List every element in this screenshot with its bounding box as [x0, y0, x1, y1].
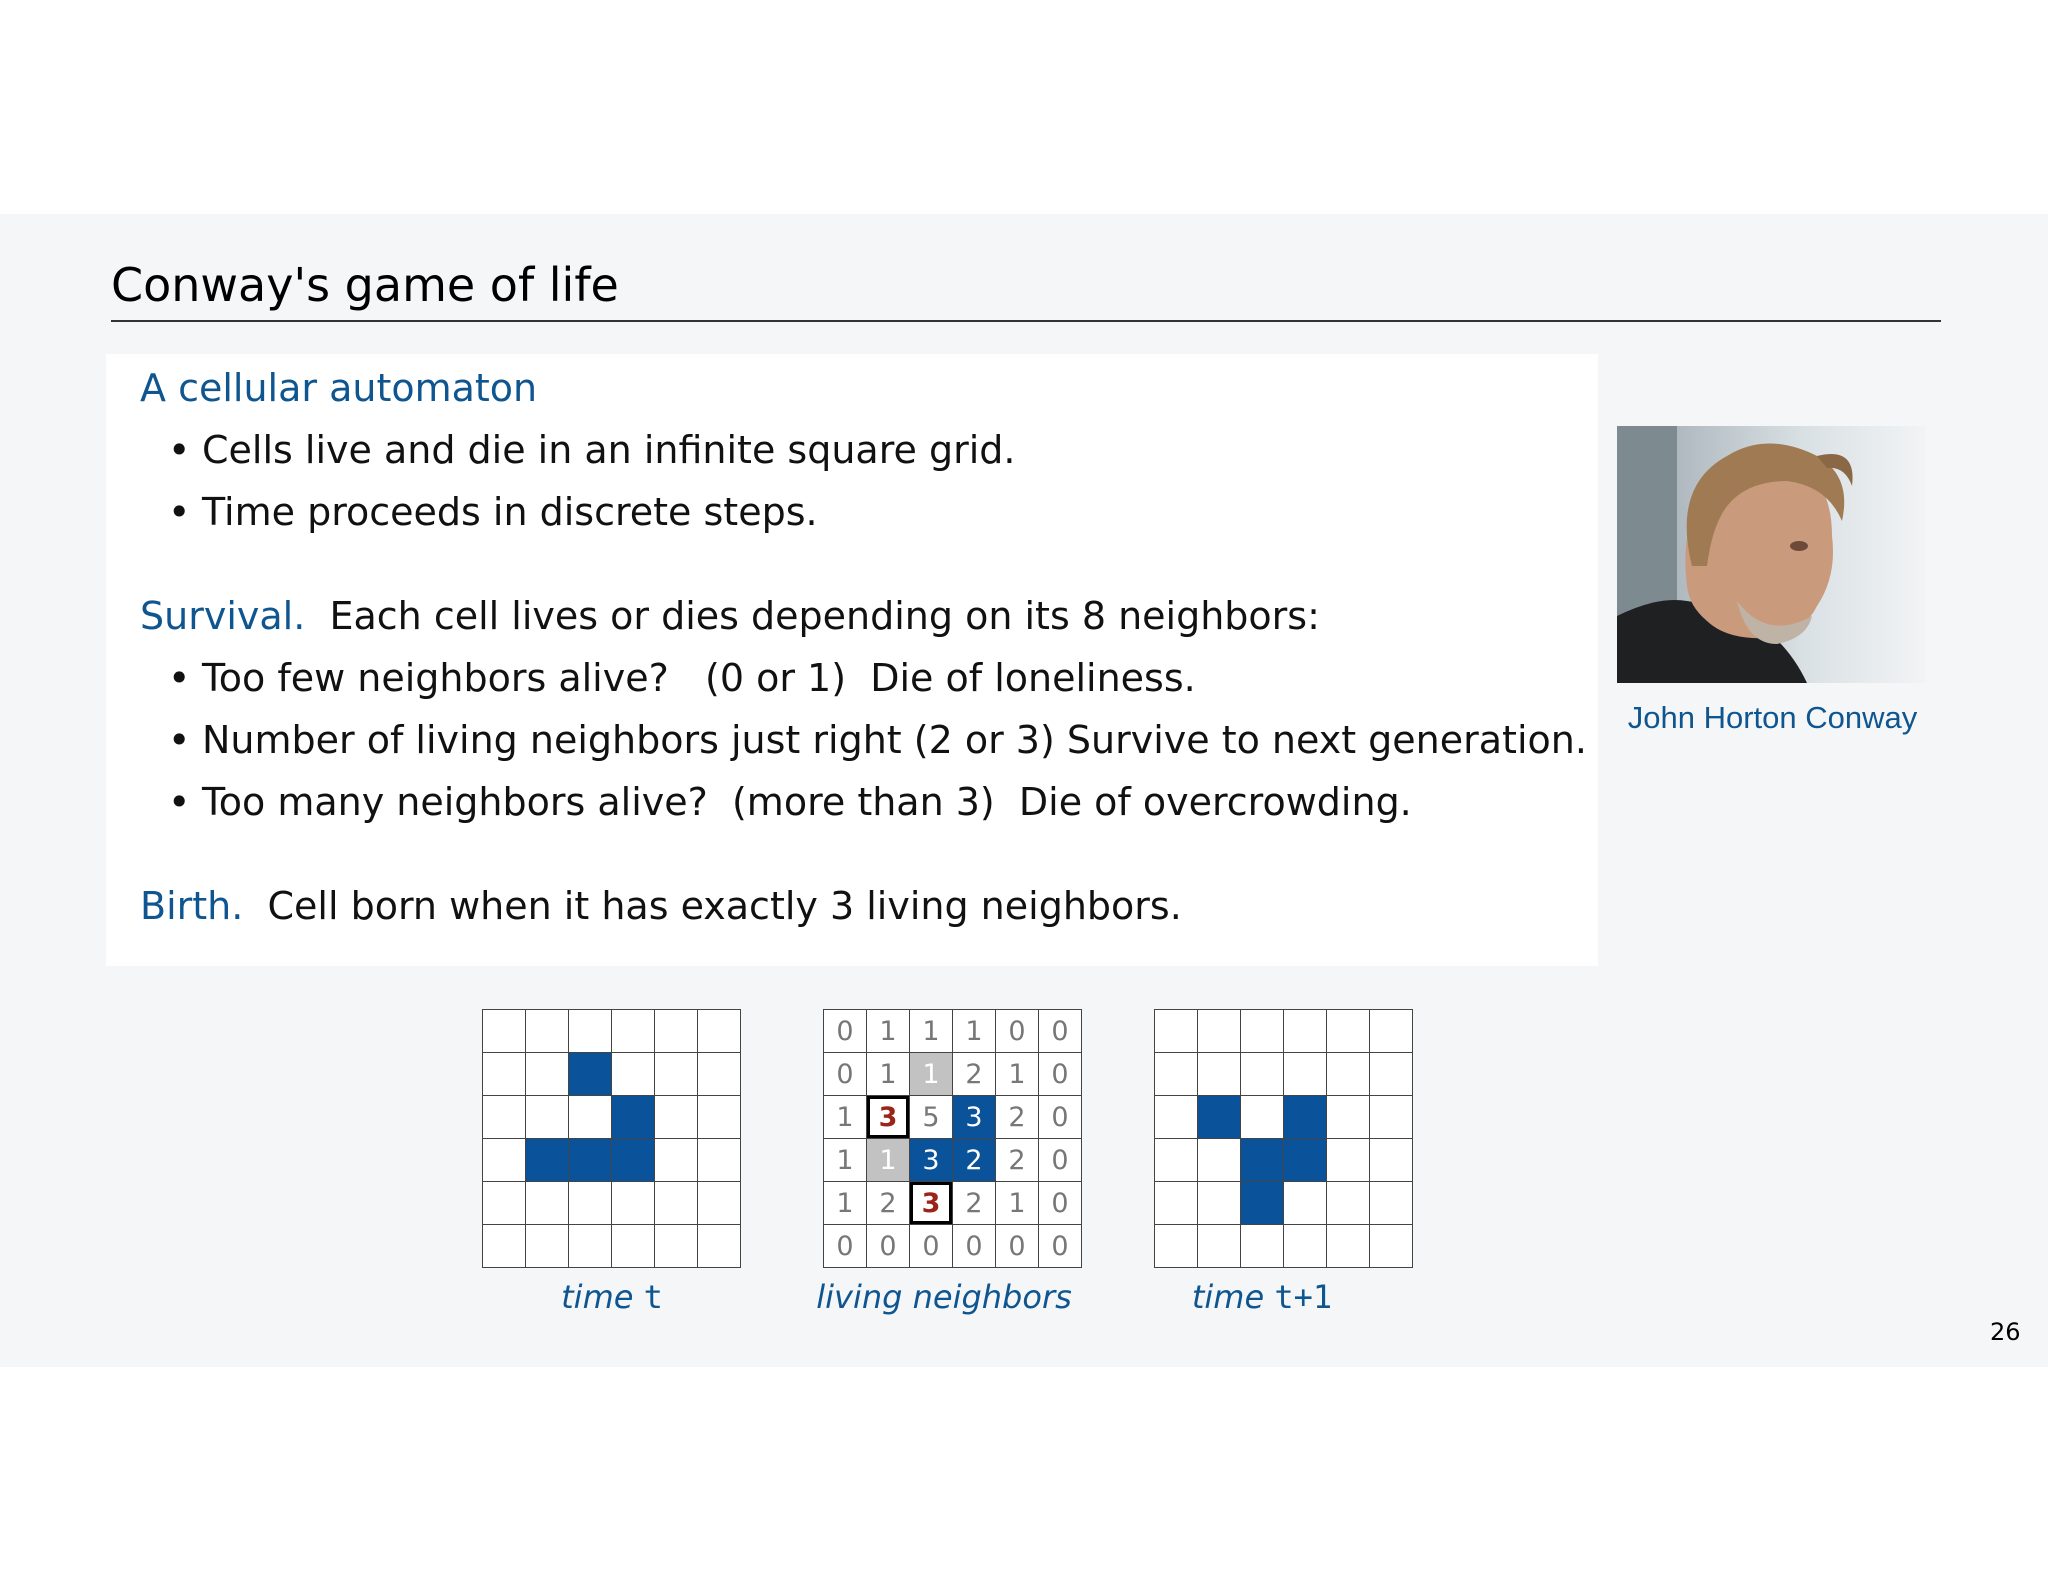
grid-cell-empty	[569, 1096, 611, 1138]
neighbor-count-cell: 1	[824, 1096, 866, 1138]
grid-cell-empty	[1155, 1182, 1197, 1224]
birth-lead: Birth.	[140, 884, 244, 928]
grid-cell-empty	[569, 1182, 611, 1224]
grid-cell-empty	[698, 1182, 740, 1224]
grid-cell-empty	[1370, 1096, 1412, 1138]
portrait-photo	[1617, 426, 1926, 683]
grid-cell-empty	[1370, 1053, 1412, 1095]
birth-text: Cell born when it has exactly 3 living neighbors.	[267, 884, 1182, 928]
neighbor-count-cell: 2	[996, 1096, 1038, 1138]
grid-cell-empty	[698, 1139, 740, 1181]
grid-cell-empty	[526, 1182, 568, 1224]
grid-cell-empty	[612, 1182, 654, 1224]
neighbor-count-cell: 1	[824, 1139, 866, 1181]
grid-cell-empty	[1327, 1096, 1369, 1138]
neighbor-count-cell: 0	[824, 1225, 866, 1267]
neighbor-count-cell: 1	[910, 1010, 952, 1052]
grid-cell-empty	[1155, 1096, 1197, 1138]
grid-cell-empty	[1370, 1139, 1412, 1181]
grid-cell-alive	[569, 1139, 611, 1181]
neighbor-count-cell: 0	[1039, 1182, 1081, 1224]
neighbor-count-cell: 5	[910, 1096, 952, 1138]
grid-cell-alive	[1241, 1139, 1283, 1181]
bullet-dot-icon: •	[168, 428, 191, 472]
grid-cell-empty	[655, 1139, 697, 1181]
grid-cell-empty	[1155, 1139, 1197, 1181]
bullet-text: Time proceeds in discrete steps.	[202, 490, 818, 534]
grid-cell-empty	[483, 1096, 525, 1138]
grid-cell-empty	[1284, 1225, 1326, 1267]
neighbor-count-cell: 0	[996, 1010, 1038, 1052]
bullet-text: Too many neighbors alive? (more than 3) Die of overcrowding.	[202, 780, 1412, 824]
neighbor-count-cell: 0	[996, 1225, 1038, 1267]
neighbor-count-cell: 0	[910, 1225, 952, 1267]
grid-cell-empty	[655, 1182, 697, 1224]
neighbor-count-cell: 0	[1039, 1053, 1081, 1095]
neighbor-count-cell: 0	[824, 1010, 866, 1052]
grid-cell-empty	[698, 1010, 740, 1052]
grid-cell-empty	[526, 1225, 568, 1267]
grid-cell-empty	[1198, 1139, 1240, 1181]
label-code: t	[643, 1278, 663, 1316]
grid-cell-empty	[483, 1182, 525, 1224]
automaton-bullet	[168, 428, 1015, 472]
neighbor-count-cell: 1	[953, 1010, 995, 1052]
bullet-text: Number of living neighbors just right (2 or 3) Survive to next generation.	[202, 718, 1587, 762]
grid-cell-empty	[1241, 1096, 1283, 1138]
bullet-dot-icon: •	[168, 490, 191, 534]
neighbor-count-cell: 1	[824, 1182, 866, 1224]
automaton-bullet	[168, 490, 818, 534]
rules-panel	[106, 354, 1598, 966]
neighbor-count-cell: 3	[910, 1139, 952, 1181]
label-time-t	[462, 1278, 762, 1316]
grid-cell-alive	[612, 1096, 654, 1138]
neighbor-count-cell: 2	[867, 1182, 909, 1224]
grid-cell-alive	[1198, 1096, 1240, 1138]
grid-cell-empty	[1327, 1010, 1369, 1052]
grid-cell-empty	[698, 1053, 740, 1095]
survival-line	[140, 594, 1320, 638]
grid-cell-empty	[1370, 1225, 1412, 1267]
grid-cell-empty	[698, 1225, 740, 1267]
neighbor-count-cell: 2	[996, 1139, 1038, 1181]
neighbor-count-cell: 0	[1039, 1010, 1081, 1052]
survival-text: Each cell lives or dies depending on its 8 neighbors:	[329, 594, 1320, 638]
neighbor-count-cell: 0	[1039, 1139, 1081, 1181]
grid-cell-empty	[1155, 1053, 1197, 1095]
neighbor-count-cell: 0	[1039, 1225, 1081, 1267]
grid-cell-empty	[1370, 1010, 1412, 1052]
label-living-neighbors: living neighbors	[816, 1278, 1072, 1316]
neighbor-count-cell: 0	[867, 1225, 909, 1267]
grid-cell-empty	[1241, 1225, 1283, 1267]
neighbor-count-cell: 3	[867, 1096, 909, 1138]
bullet-dot-icon: •	[168, 656, 191, 700]
grid-cell-empty	[698, 1096, 740, 1138]
grid-cell-empty	[655, 1096, 697, 1138]
grid-cell-empty	[1284, 1053, 1326, 1095]
grid-cell-empty	[1198, 1182, 1240, 1224]
grid-cell-empty	[526, 1010, 568, 1052]
neighbor-count-cell: 1	[867, 1139, 909, 1181]
grid-cell-empty	[1241, 1053, 1283, 1095]
label-text: time	[561, 1278, 644, 1316]
survival-lead: Survival.	[140, 594, 306, 638]
neighbor-count-cell: 1	[910, 1053, 952, 1095]
grid-time-t	[482, 1009, 741, 1268]
grid-cell-empty	[526, 1053, 568, 1095]
grid-cell-empty	[655, 1053, 697, 1095]
portrait-caption: John Horton Conway	[1627, 700, 1918, 735]
neighbor-count-cell: 0	[953, 1225, 995, 1267]
neighbor-count-cell: 2	[953, 1053, 995, 1095]
grid-cell-empty	[612, 1225, 654, 1267]
neighbor-count-cell: 3	[953, 1096, 995, 1138]
bullet-dot-icon: •	[168, 718, 191, 762]
automaton-heading: A cellular automaton	[140, 366, 538, 410]
grid-cell-empty	[655, 1225, 697, 1267]
bullet-text: Cells live and die in an infinite square grid.	[202, 428, 1016, 472]
slide	[0, 214, 2048, 1367]
slide-title: Conway's game of life	[111, 258, 619, 312]
grid-cell-empty	[483, 1225, 525, 1267]
grid-cell-empty	[1198, 1053, 1240, 1095]
grid-cell-alive	[1241, 1182, 1283, 1224]
grid-cell-empty	[1370, 1182, 1412, 1224]
page-number: 26	[1990, 1318, 2021, 1346]
grid-cell-alive	[569, 1053, 611, 1095]
survival-bullet	[168, 780, 1412, 824]
grid-cell-empty	[526, 1096, 568, 1138]
grid-cell-alive	[526, 1139, 568, 1181]
grid-cell-empty	[1155, 1225, 1197, 1267]
grid-cell-empty	[569, 1225, 611, 1267]
grid-time-t1	[1154, 1009, 1413, 1268]
grid-cell-empty	[1198, 1225, 1240, 1267]
grid-cell-empty	[612, 1010, 654, 1052]
survival-bullet	[168, 718, 1587, 762]
bullet-dot-icon: •	[168, 780, 191, 824]
grid-cell-empty	[612, 1053, 654, 1095]
neighbor-count-cell: 1	[996, 1182, 1038, 1224]
grid-cell-empty	[1198, 1010, 1240, 1052]
grid-cell-empty	[483, 1010, 525, 1052]
label-text: time	[1191, 1278, 1275, 1316]
neighbor-count-cell: 2	[953, 1139, 995, 1181]
grid-cell-empty	[655, 1010, 697, 1052]
grid-cell-empty	[1327, 1182, 1369, 1224]
neighbor-count-cell: 1	[996, 1053, 1038, 1095]
grid-cell-empty	[1241, 1010, 1283, 1052]
grid-cell-empty	[1327, 1139, 1369, 1181]
birth-line	[140, 884, 1182, 928]
neighbor-count-cell: 0	[824, 1053, 866, 1095]
neighbor-count-cell: 2	[953, 1182, 995, 1224]
title-divider	[111, 320, 1941, 322]
neighbor-count-cell: 3	[910, 1182, 952, 1224]
label-code: t+1	[1274, 1278, 1333, 1316]
grid-cell-alive	[1284, 1139, 1326, 1181]
label-time-t1	[1112, 1278, 1412, 1316]
bullet-text: Too few neighbors alive? (0 or 1) Die of loneliness.	[202, 656, 1196, 700]
grid-cell-empty	[483, 1139, 525, 1181]
neighbor-count-cell: 1	[867, 1010, 909, 1052]
grid-cell-empty	[1327, 1225, 1369, 1267]
grid-cell-empty	[1327, 1053, 1369, 1095]
grid-cell-alive	[1284, 1096, 1326, 1138]
neighbor-count-cell: 1	[867, 1053, 909, 1095]
grid-cell-empty	[1284, 1010, 1326, 1052]
neighbor-count-cell: 0	[1039, 1096, 1081, 1138]
grid-cell-alive	[612, 1139, 654, 1181]
grid-cell-empty	[1284, 1182, 1326, 1224]
grid-living-neighbors	[823, 1009, 1082, 1268]
grid-cell-empty	[1155, 1010, 1197, 1052]
grid-cell-empty	[569, 1010, 611, 1052]
grid-cell-empty	[483, 1053, 525, 1095]
survival-bullet	[168, 656, 1196, 700]
portrait-illustration	[1617, 426, 1926, 683]
